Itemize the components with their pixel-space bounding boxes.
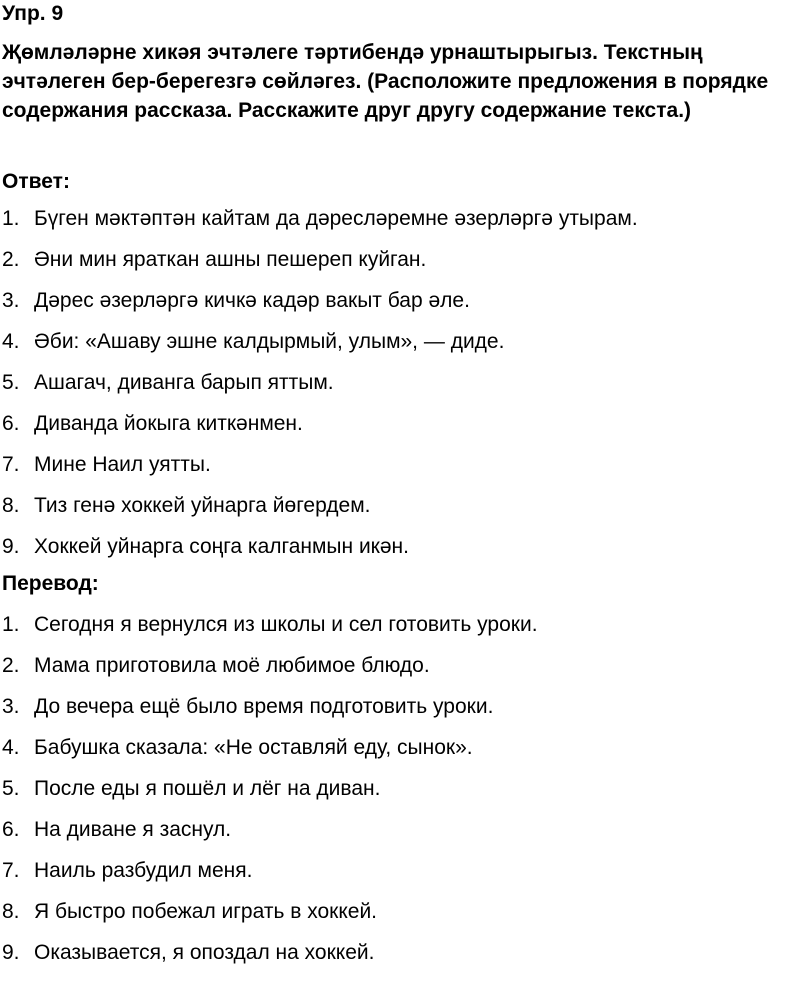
item-text: Бүген мәктәптән кайтам да дәресләремне әзерләргә утырам. (34, 207, 638, 230)
item-number: 9. (2, 941, 20, 964)
translation-item (2, 777, 792, 818)
item-text: На диване я заснул. (34, 818, 232, 841)
answer-item (2, 453, 792, 494)
item-number: 3. (2, 289, 20, 312)
translation-heading: Перевод: (2, 572, 99, 595)
item-number: 1. (2, 613, 20, 636)
translation-item (2, 859, 792, 900)
translation-item (2, 941, 792, 982)
translation-item (2, 818, 792, 859)
item-text: Оказывается, я опоздал на хоккей. (34, 941, 375, 964)
item-number: 8. (2, 494, 20, 517)
item-number: 9. (2, 535, 20, 558)
item-text: Дәрес әзерләргә кичкә кадәр вакыт бар әле. (34, 289, 470, 312)
answer-item (2, 248, 792, 289)
item-text: Наиль разбудил меня. (34, 859, 253, 882)
answer-item (2, 330, 792, 371)
translation-item (2, 613, 792, 654)
item-text: Мама приготовила моё любимое блюдо. (34, 654, 430, 677)
translation-item (2, 654, 792, 695)
item-number: 4. (2, 330, 20, 353)
item-number: 4. (2, 736, 20, 759)
answer-item (2, 494, 792, 535)
item-number: 2. (2, 654, 20, 677)
item-number: 5. (2, 777, 20, 800)
answer-item (2, 371, 792, 412)
item-text: Я быстро побежал играть в хоккей. (34, 900, 378, 923)
item-number: 7. (2, 859, 20, 882)
translation-item (2, 736, 792, 777)
item-text: Бабушка сказала: «Не оставляй еду, сынок». (34, 736, 473, 759)
item-number: 6. (2, 818, 20, 841)
answer-item (2, 289, 792, 330)
item-text: Әби: «Ашаву эшне калдырмый, улым», — диде. (34, 330, 505, 353)
item-text: Тиз генә хоккей уйнарга йөгердем. (34, 494, 371, 517)
answer-list (2, 207, 792, 576)
answer-item (2, 412, 792, 453)
item-number: 1. (2, 207, 20, 230)
item-text: Мине Наил уятты. (34, 453, 211, 476)
item-text: Сегодня я вернулся из школы и сел готовить уроки. (34, 613, 538, 636)
item-text: До вечера ещё было время подготовить уроки. (34, 695, 494, 718)
translation-list (2, 613, 792, 982)
item-text: После еды я пошёл и лёг на диван. (34, 777, 381, 800)
answer-item (2, 207, 792, 248)
item-text: Хоккей уйнарга соңга калганмын икән. (34, 535, 409, 558)
item-number: 3. (2, 695, 20, 718)
item-number: 2. (2, 248, 20, 271)
item-number: 7. (2, 453, 20, 476)
answer-item (2, 535, 792, 576)
item-text: Әни мин яраткан ашны пешереп куйган. (34, 248, 427, 271)
exercise-title: Упр. 9 (2, 2, 64, 25)
item-text: Диванда йокыга киткәнмен. (34, 412, 303, 435)
item-number: 6. (2, 412, 20, 435)
answer-heading: Ответ: (2, 170, 70, 193)
item-number: 8. (2, 900, 20, 923)
translation-item (2, 695, 792, 736)
translation-item (2, 900, 792, 941)
item-text: Ашагач, диванга барып яттым. (34, 371, 334, 394)
task-instructions: Җөмләләрне хикәя эчтәлеге тәртибендә урнаштырыгыз. Текстның эчтәлеген бер-берегезгә сөйләгез. (Расположите предложения в порядке содержания рассказа. Расскажите друг другу содержание текста.) (2, 41, 769, 122)
item-number: 5. (2, 371, 20, 394)
